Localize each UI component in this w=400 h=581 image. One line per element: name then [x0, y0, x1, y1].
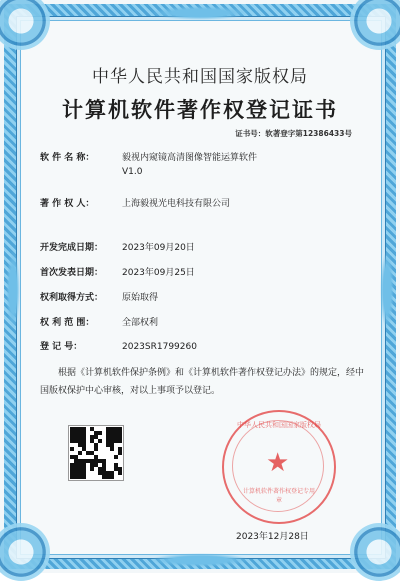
- corner-ornament-icon: [0, 523, 50, 581]
- qr-module: [118, 439, 122, 443]
- field-label: 登 记 号：: [40, 342, 83, 352]
- qr-module: [98, 439, 102, 443]
- seal-bottom-text: 计算机软件著作权登记专用章: [242, 488, 315, 504]
- field-rights-scope: [40, 315, 158, 328]
- field-value: 原始取得: [122, 293, 159, 303]
- field-value: 2023年09月20日: [122, 243, 195, 253]
- field-value: 2023SR1799260: [122, 342, 197, 352]
- edge-ornament-icon: [150, 6, 250, 20]
- field-version: V1.0: [122, 167, 143, 177]
- field-publication-date: [40, 265, 195, 278]
- field-copyright-owner: [40, 196, 230, 209]
- edge-ornament-icon: [380, 250, 394, 330]
- corner-ornament-icon: [350, 523, 400, 581]
- qr-module: [110, 447, 114, 451]
- qr-module: [114, 455, 118, 459]
- certificate-number: 证书号：软著登字第12386433号: [235, 129, 352, 138]
- qr-module: [82, 475, 86, 479]
- edge-ornament-icon: [150, 553, 250, 567]
- field-label: 软 件 名 称：: [40, 153, 95, 163]
- field-software-name: [40, 150, 257, 163]
- qr-module: [94, 447, 98, 451]
- field-label: 权利取得方式：: [40, 293, 104, 303]
- field-value: 毅视内窥镜高清图像智能运算软件: [122, 153, 258, 163]
- qr-module: [98, 431, 102, 435]
- field-acquisition-method: [40, 290, 158, 303]
- issuing-authority: 中华人民共和国国家版权局: [92, 67, 308, 87]
- field-value: 2023年09月25日: [122, 268, 195, 278]
- qr-module: [78, 451, 82, 455]
- star-icon: ★: [266, 448, 290, 478]
- qr-code-icon: [68, 425, 124, 481]
- qr-module: [110, 475, 114, 479]
- qr-module: [118, 471, 122, 475]
- seal-top-text: 中华人民共和国国家版权局: [237, 421, 321, 429]
- certificate-title: 计算机软件著作权登记证书: [62, 98, 338, 122]
- field-registration-number: [40, 339, 197, 352]
- qr-module: [70, 447, 74, 451]
- field-value: 全部权利: [122, 318, 159, 328]
- qr-module: [90, 467, 94, 471]
- field-label: 开发完成日期：: [40, 243, 104, 253]
- field-label: 首次发表日期：: [40, 268, 104, 278]
- field-completion-date: [40, 240, 195, 253]
- registration-statement: 根据《计算机软件保护条例》和《计算机软件著作权登记办法》的规定，经中国版权保护中心审核，对以上事项予以登记。: [40, 368, 365, 396]
- edge-ornament-icon: [6, 250, 20, 330]
- field-label: 著 作 权 人：: [40, 199, 95, 209]
- official-seal: [222, 410, 336, 524]
- issue-date: 2023年12月28日: [236, 532, 309, 542]
- field-value: 上海毅视光电科技有限公司: [122, 199, 231, 209]
- field-label: 权 利 范 围：: [40, 318, 95, 328]
- qr-module: [118, 451, 122, 455]
